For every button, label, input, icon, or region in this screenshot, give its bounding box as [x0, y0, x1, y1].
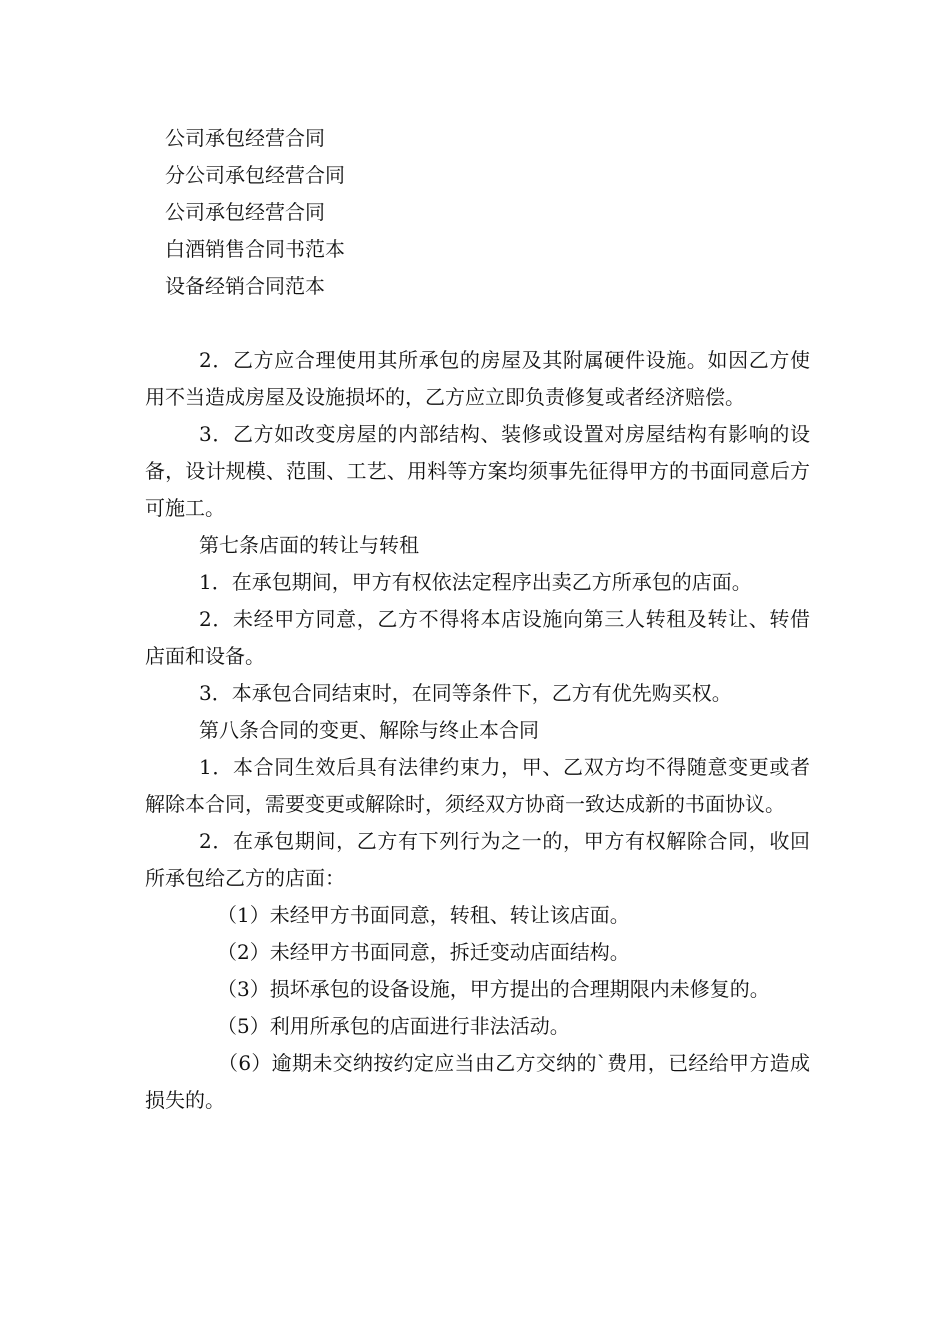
related-link[interactable]: 设备经销合同范本	[165, 274, 325, 298]
list-item: （1）未经甲方书面同意，转租、转让该店面。	[217, 903, 630, 927]
paragraph: 3．本承包合同结束时，在同等条件下，乙方有优先购买权。	[199, 681, 732, 705]
related-link[interactable]: 公司承包经营合同	[165, 200, 325, 224]
list-item: （6）逾期未交纳按约定应当由乙方交纳的`费用，已经给甲方造成损失的。	[145, 1051, 810, 1112]
paragraph: 1．本合同生效后具有法律约束力，甲、乙双方均不得随意变更或者解除本合同，需要变更或解除时，须经双方协商一致达成新的书面协议。	[145, 755, 810, 816]
paragraph: 3．乙方如改变房屋的内部结构、装修或设置对房屋结构有影响的设备，设计规模、范围、工艺、用料等方案均须事先征得甲方的书面同意后方可施工。	[145, 422, 810, 520]
list-item: （3）损坏承包的设备设施，甲方提出的合理期限内未修复的。	[217, 977, 770, 1001]
related-link[interactable]: 公司承包经营合同	[165, 126, 325, 150]
related-link[interactable]: 白酒销售合同书范本	[165, 237, 345, 261]
paragraph: 2．未经甲方同意，乙方不得将本店设施向第三人转租及转让、转借店面和设备。	[145, 607, 810, 668]
paragraph: 1．在承包期间，甲方有权依法定程序出卖乙方所承包的店面。	[199, 570, 752, 594]
paragraph: 2．在承包期间，乙方有下列行为之一的，甲方有权解除合同，收回所承包给乙方的店面：	[145, 829, 810, 890]
list-item: （2）未经甲方书面同意，拆迁变动店面结构。	[217, 940, 630, 964]
section-heading: 第八条合同的变更、解除与终止本合同	[199, 718, 539, 742]
related-links-list	[165, 120, 765, 305]
list-item: （5）利用所承包的店面进行非法活动。	[217, 1014, 570, 1038]
related-link[interactable]: 分公司承包经营合同	[165, 163, 345, 187]
contract-body	[145, 342, 810, 1119]
section-heading: 第七条店面的转让与转租	[199, 533, 419, 557]
paragraph: 2．乙方应合理使用其所承包的房屋及其附属硬件设施。如因乙方使用不当造成房屋及设施损坏的，乙方应立即负责修复或者经济赔偿。	[145, 348, 810, 409]
